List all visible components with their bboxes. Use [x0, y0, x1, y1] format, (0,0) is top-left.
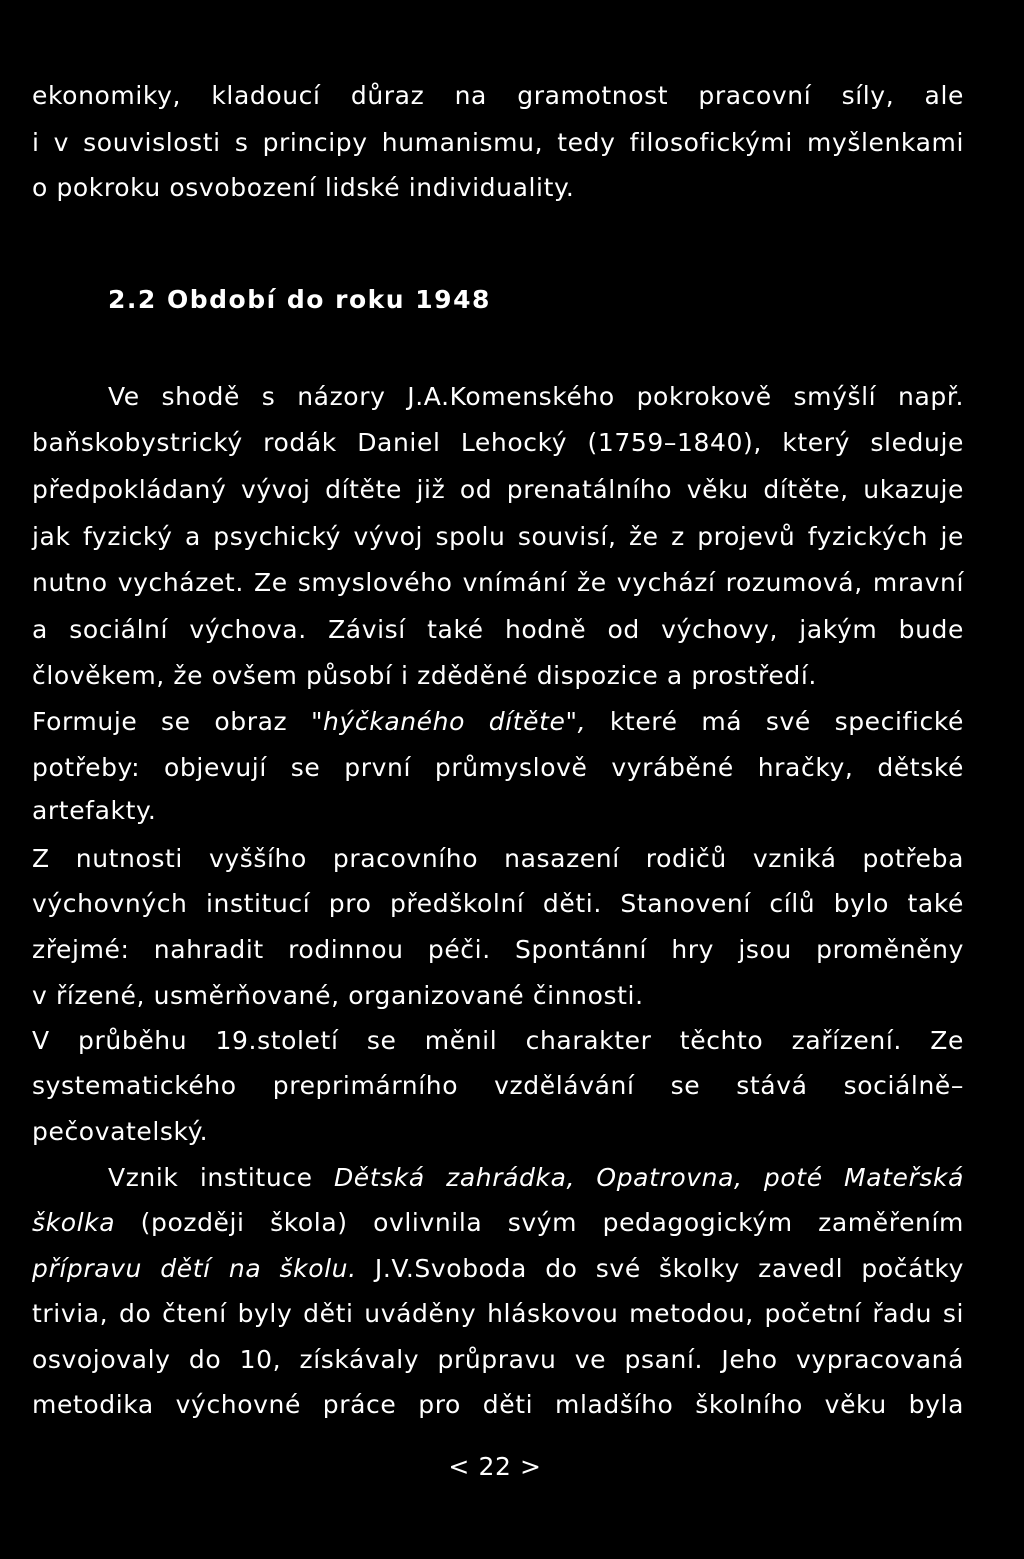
text-line [108, 1162, 964, 1194]
section-heading: 2.2 Období do roku 1948 [108, 285, 491, 314]
text-line: v řízené, usměrňované, organizované činnosti. [32, 981, 644, 1010]
text-line [32, 1253, 964, 1285]
text-line: metodika výchovné práce pro děti mladšího školního věku byla [32, 1390, 964, 1419]
text-line: o pokroku osvobození lidské individuality. [32, 173, 575, 202]
text-line: předpokládaný vývoj dítěte již od prenatálního věku dítěte, ukazuje [32, 475, 964, 504]
text-line: a sociální výchova. Závisí také hodně od výchovy, jakým bude [32, 615, 964, 644]
text-span: které má své specifické [609, 707, 965, 736]
text-line: potřeby: objevují se první průmyslově vyráběné hračky, dětské [32, 753, 964, 782]
italic-term: přípravu dětí na školu. [32, 1254, 357, 1283]
text-line: člověkem, že ovšem působí i zděděné dispozice a prostředí. [32, 661, 817, 690]
text-line: jak fyzický a psychický vývoj spolu souvisí, že z projevů fyzických je [32, 522, 964, 551]
italic-term: školka [32, 1208, 116, 1237]
text-line: i v souvislosti s principy humanismu, tedy filosofickými myšlenkami [32, 128, 964, 157]
text-line: výchovných institucí pro předškolní děti. Stanovení cílů bylo také [32, 889, 964, 918]
text-line: ekonomiky, kladoucí důraz na gramotnost pracovní síly, ale [32, 81, 964, 110]
text-line: Ve shodě s názory J.A.Komenského pokrokově smýšlí např. [108, 382, 964, 411]
text-line: V průběhu 19.století se měnil charakter těchto zařízení. Ze [32, 1026, 964, 1055]
text-line: baňskobystrický rodák Daniel Lehocký (1759–1840), který sleduje [32, 428, 964, 457]
text-line: trivia, do čtení byly děti uváděny hláskovou metodou, početní řadu si [32, 1299, 964, 1328]
italic-term: Dětská zahrádka, Opatrovna, poté Mateřská [333, 1163, 965, 1192]
text-span: J.V.Svoboda do své školky zavedl počátky [374, 1254, 965, 1283]
page-number: < 22 > [448, 1452, 542, 1481]
text-span: Formuje se obraz [32, 707, 288, 736]
text-line: osvojovaly do 10, získávaly průpravu ve psaní. Jeho vypracovaná [32, 1345, 964, 1374]
text-line [32, 706, 964, 738]
text-line: Z nutnosti vyššího pracovního nasazení rodičů vzniká potřeba [32, 844, 964, 873]
text-line: pečovatelský. [32, 1117, 209, 1146]
text-line: nutno vycházet. Ze smyslového vnímání že vychází rozumová, mravní [32, 568, 964, 597]
text-line [32, 1207, 964, 1239]
text-line: artefakty. [32, 796, 157, 825]
text-span: Vznik instituce [108, 1163, 313, 1192]
text-line: systematického preprimárního vzdělávání se stává sociálně– [32, 1071, 964, 1100]
text-line: zřejmé: nahradit rodinnou péči. Spontánní hry jsou proměněny [32, 935, 964, 964]
text-span: (později škola) ovlivnila svým pedagogickým zaměřením [140, 1208, 964, 1237]
italic-term: "hýčkaného dítěte", [310, 707, 587, 736]
